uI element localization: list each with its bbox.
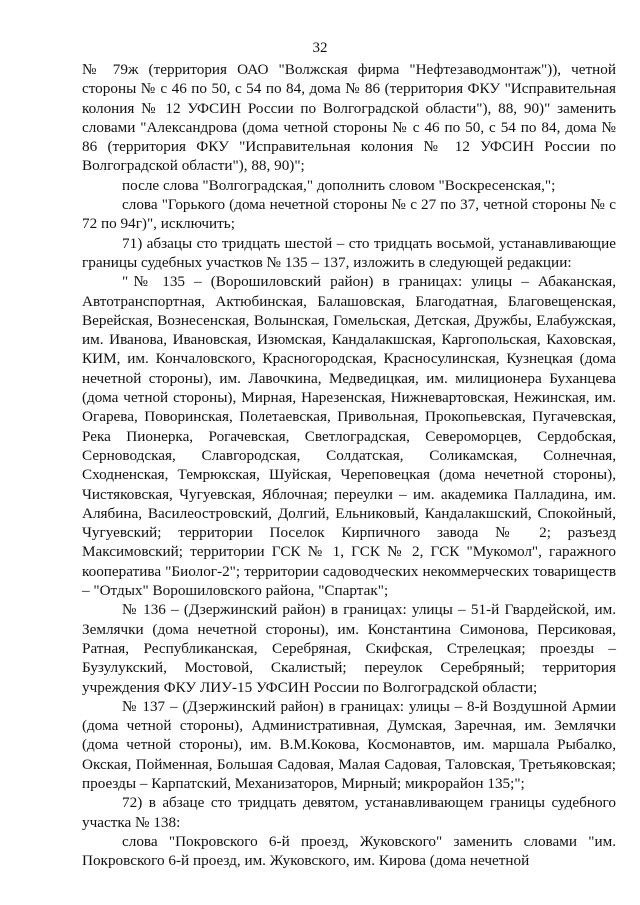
paragraph: слова "Покровского 6-й проезд, Жуковского" заменить словами "им. Покровского 6-й проезд, им. Жуковского, им. Кирова (дома нечетной: [82, 832, 616, 870]
paragraph: после слова "Волгоградская," дополнить словом "Воскресенская,";: [122, 176, 556, 194]
paragraph: № 137 – (Дзержинский район) в границах: улицы – 8-й Воздушной Армии (дома четной стороны), Административная, Думская, Заречная, им. Землячки (дома четной стороны), им. В.М.Кокова, Космонавтов, им. маршала Рыбалко, Окская, Пойменная, Большая Садовая, Малая Садовая, Таловская, Третьяковская; проезды – Карпатский, Механизаторов, Мирный; микрорайон 135;";: [82, 697, 616, 792]
paragraph: слова "Горького (дома нечетной стороны № с 27 по 37, четной стороны № с 72 по 94г)", исключить;: [82, 196, 616, 233]
document-body: [82, 60, 616, 870]
paragraph: 71) абзацы сто тридцать шестой – сто тридцать восьмой, устанавливающие границы судебных участков № 135 – 137, изложить в следующей редакции:: [82, 234, 616, 271]
paragraph: № 136 – (Дзержинский район) в границах: улицы – 51-й Гвардейской, им. Землячки (дома нечетной стороны), им. Константина Симонова, Персиковая, Ратная, Республиканская, Серебряная, Скифская, Стрелецкая; проезды – Бузулукский, Мостовой, Скалистый; переулок Серебряный; территория учреждения ФКУ ЛИУ-15 УФСИН России по Волгоградской области;: [82, 601, 616, 696]
paragraph: 72) в абзаце сто тридцать девятом, устанавливающем границы судебного участка № 138:: [82, 794, 616, 831]
paragraph: "№ 135 – (Ворошиловский район) в границах: улицы – Абаканская, Автотранспортная, Актюбинская, Балашовская, Благодатная, Благовещенская, Верейская, Вознесенская, Волынская, Гомельская, Детская, Дружбы, Елабужская, им. Иванова, Ивановская, Изюмская, Кандалакшская, Каргопольская, Каховская, КИМ, им. Кончаловского, Красногородская, Красносулинская, Кузнецкая (дома нечетной стороны), им. Лавочкина, Медведицкая, им. милиционера Буханцева (дома четной стороны), Мирная, Нарезенская, Нижневартовская, Нежинская, им. Огарева, Поворинская, Полетаевская, Привольная, Прокопьевская, Пугачевская, Река Пионерка, Рогачевская, Светлоградская, Североморцев, Сердобская, Серноводская, Славгородская, Солдатская, Соликамская, Солнечная, Сходненская, Темрюкская, Шуйская, Череповецкая (дома нечетной стороны), Чистяковская, Чугуевская, Яблочная; переулки – им. академика Палладина, им. Алябина, Василеостровский, Долгий, Ельниковый, Кандалакшский, Спокойный, Чугуевский; территории Поселок Кирпичного завода № 2; разъезд Максимовский; территории ГСК № 1, ГСК № 2, ГСК "Мукомол", гаражного кооператива "Биолог-2"; территории садоводческих некоммерческих товариществ – "Отдых" Ворошиловского района, "Спартак";: [82, 273, 616, 600]
page-number: 32: [312, 40, 328, 56]
paragraph: № 79ж (территория ОАО "Волжская фирма "Нефтезаводмонтаж")), четной стороны № с 46 по 50, с 54 по 84, дома № 86 (территория ФКУ "Исправительная колония № 12 УФСИН России по Волгоградской области"), 88, 90)" заменить словами "Александрова (дома четной стороны № с 46 по 50, с 54 по 84, дома № 86 (территория ФКУ "Исправительная колония № 12 УФСИН России по Волгоградской области"), 88, 90)";: [82, 61, 616, 175]
